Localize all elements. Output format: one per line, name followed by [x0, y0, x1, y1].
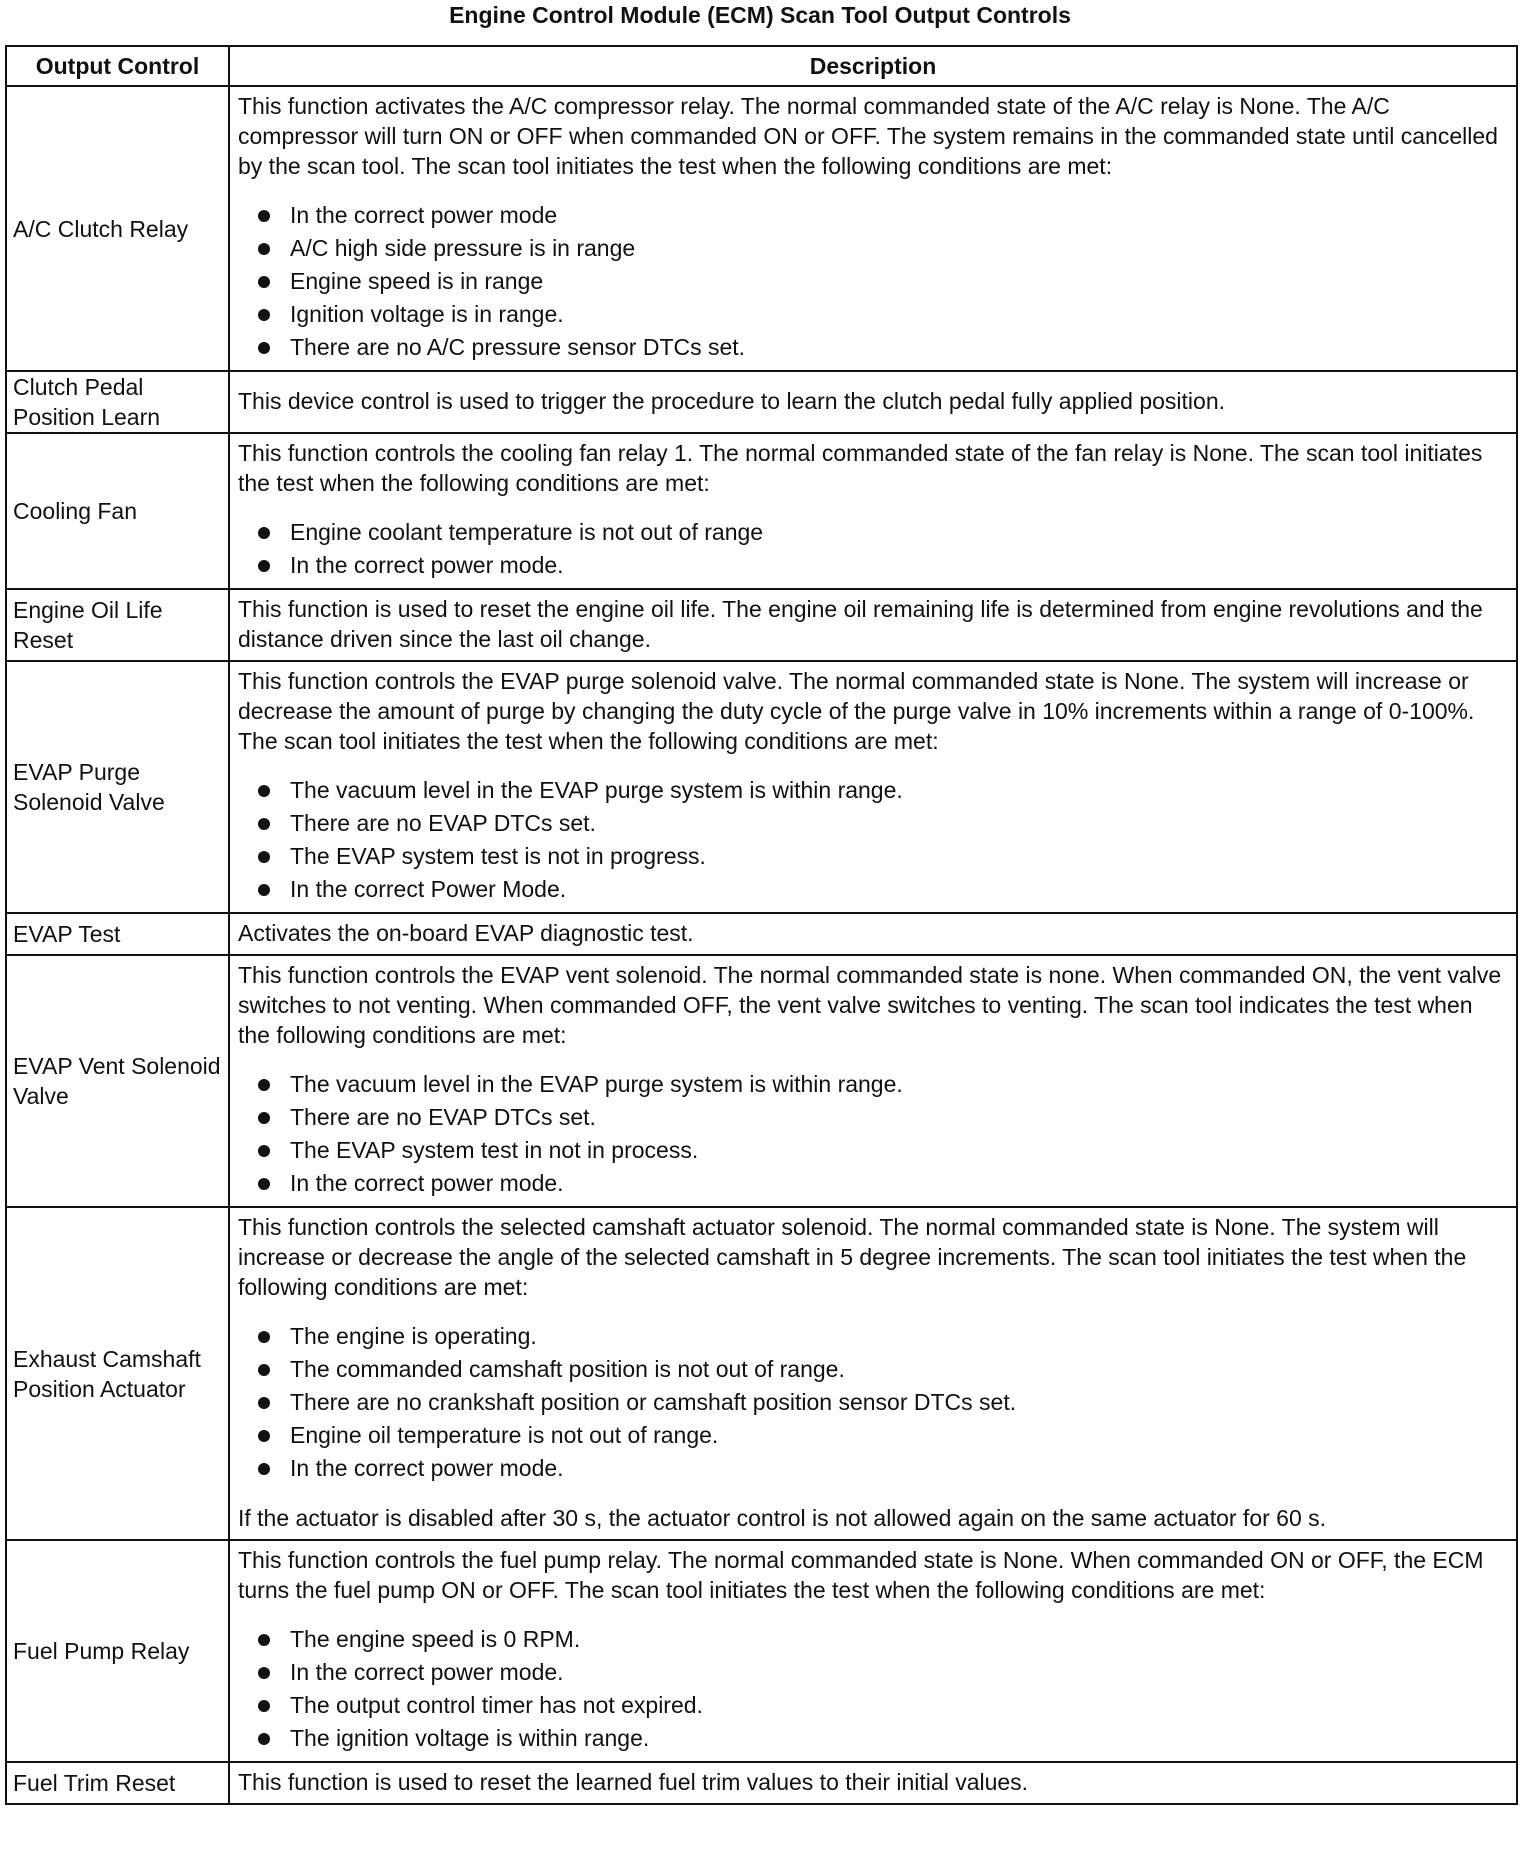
- description-text: This function controls the EVAP purge solenoid valve. The normal commanded state is None. The system will increase or decrease the amount of purge by changing the duty cycle of the purge valve in 10% increments within a range of 0-100%. The scan tool initiates the test when the following conditions are met:: [238, 668, 1475, 754]
- table-row: [6, 661, 1517, 913]
- condition-item: The EVAP system test is not in progress.: [238, 840, 1508, 873]
- table-row: [6, 1540, 1517, 1762]
- description-text: This device control is used to trigger the procedure to learn the clutch pedal fully applied position.: [238, 388, 1226, 414]
- output-control-cell: A/C Clutch Relay: [6, 86, 229, 371]
- description-text: This function activates the A/C compressor relay. The normal commanded state of the A/C relay is None. The A/C compressor will turn ON or OFF when commanded ON or OFF. The system remains in the commanded state until cancelled by the scan tool. The scan tool initiates the test when the following conditions are met:: [238, 93, 1498, 179]
- condition-item: Engine coolant temperature is not out of range: [238, 516, 1508, 549]
- table-row: [6, 589, 1517, 661]
- condition-item: There are no A/C pressure sensor DTCs set.: [238, 331, 1508, 364]
- condition-item: The engine is operating.: [238, 1320, 1508, 1353]
- table-body: [6, 86, 1517, 1804]
- conditions-list: [238, 199, 1508, 364]
- description-cell: [229, 371, 1517, 433]
- condition-item: The ignition voltage is within range.: [238, 1722, 1508, 1755]
- conditions-list: [238, 516, 1508, 582]
- condition-item: In the correct power mode.: [238, 1167, 1508, 1200]
- condition-item: Ignition voltage is in range.: [238, 298, 1508, 331]
- table-row: [6, 433, 1517, 589]
- table-row: [6, 1207, 1517, 1540]
- table-row: [6, 955, 1517, 1207]
- condition-item: The engine speed is 0 RPM.: [238, 1623, 1508, 1656]
- description-cell: [229, 1762, 1517, 1804]
- table-row: [6, 913, 1517, 955]
- output-control-cell: EVAP Vent Solenoid Valve: [6, 955, 229, 1207]
- condition-item: The vacuum level in the EVAP purge system is within range.: [238, 1068, 1508, 1101]
- header-row: [6, 46, 1517, 86]
- condition-item: In the correct Power Mode.: [238, 873, 1508, 906]
- description-text: Activates the on-board EVAP diagnostic test.: [238, 920, 694, 946]
- description-cell: [229, 589, 1517, 661]
- description-text: This function is used to reset the engine oil life. The engine oil remaining life is determined from engine revolutions and the distance driven since the last oil change.: [238, 596, 1483, 652]
- description-cell: [229, 913, 1517, 955]
- table-row: [6, 86, 1517, 371]
- table-row: [6, 371, 1517, 433]
- description-text: This function controls the EVAP vent solenoid. The normal commanded state is none. When commanded ON, the vent valve switches to not venting. When commanded OFF, the vent valve switches to venting. The scan tool indicates the test when the following conditions are met:: [238, 962, 1502, 1048]
- conditions-list: [238, 774, 1508, 906]
- description-text: This function controls the cooling fan relay 1. The normal commanded state of the fan relay is None. The scan tool initiates the test when the following conditions are met:: [238, 440, 1483, 496]
- description-cell: [229, 661, 1517, 913]
- description-cell: [229, 433, 1517, 589]
- condition-item: The output control timer has not expired.: [238, 1689, 1508, 1722]
- output-control-cell: Fuel Pump Relay: [6, 1540, 229, 1762]
- conditions-list: [238, 1320, 1508, 1485]
- description-text: This function is used to reset the learned fuel trim values to their initial values.: [238, 1769, 1029, 1795]
- description-cell: [229, 955, 1517, 1207]
- table-row: [6, 1762, 1517, 1804]
- header-description: Description: [229, 46, 1517, 86]
- description-cell: [229, 86, 1517, 371]
- output-control-cell: EVAP Test: [6, 913, 229, 955]
- condition-item: In the correct power mode: [238, 199, 1508, 232]
- condition-item: Engine oil temperature is not out of range.: [238, 1419, 1508, 1452]
- condition-item: There are no crankshaft position or camshaft position sensor DTCs set.: [238, 1386, 1508, 1419]
- condition-item: The commanded camshaft position is not out of range.: [238, 1353, 1508, 1386]
- condition-item: A/C high side pressure is in range: [238, 232, 1508, 265]
- condition-item: In the correct power mode.: [238, 1656, 1508, 1689]
- output-controls-table: [5, 45, 1518, 1805]
- header-output-control: Output Control: [6, 46, 229, 86]
- output-control-cell: Exhaust Camshaft Position Actuator: [6, 1207, 229, 1540]
- output-control-cell: Cooling Fan: [6, 433, 229, 589]
- condition-item: In the correct power mode.: [238, 549, 1508, 582]
- description-cell: [229, 1540, 1517, 1762]
- description-note: If the actuator is disabled after 30 s, the actuator control is not allowed again on the same actuator for 60 s.: [238, 1505, 1327, 1531]
- table-title: Engine Control Module (ECM) Scan Tool Output Controls: [449, 2, 1071, 28]
- condition-item: The EVAP system test in not in process.: [238, 1134, 1508, 1167]
- condition-item: There are no EVAP DTCs set.: [238, 807, 1508, 840]
- condition-item: Engine speed is in range: [238, 265, 1508, 298]
- output-control-cell: Engine Oil Life Reset: [6, 589, 229, 661]
- condition-item: In the correct power mode.: [238, 1452, 1508, 1485]
- conditions-list: [238, 1623, 1508, 1755]
- description-cell: [229, 1207, 1517, 1540]
- conditions-list: [238, 1068, 1508, 1200]
- description-text: This function controls the selected camshaft actuator solenoid. The normal commanded state is None. The system will increase or decrease the angle of the selected camshaft in 5 degree increments. The scan tool initiates the test when the following conditions are met:: [238, 1214, 1467, 1300]
- output-control-cell: Fuel Trim Reset: [6, 1762, 229, 1804]
- output-control-cell: Clutch Pedal Position Learn: [6, 371, 229, 433]
- output-control-cell: EVAP Purge Solenoid Valve: [6, 661, 229, 913]
- description-text: This function controls the fuel pump relay. The normal commanded state is None. When commanded ON or OFF, the ECM turns the fuel pump ON or OFF. The scan tool initiates the test when the following conditions are met:: [238, 1547, 1484, 1603]
- condition-item: There are no EVAP DTCs set.: [238, 1101, 1508, 1134]
- condition-item: The vacuum level in the EVAP purge system is within range.: [238, 774, 1508, 807]
